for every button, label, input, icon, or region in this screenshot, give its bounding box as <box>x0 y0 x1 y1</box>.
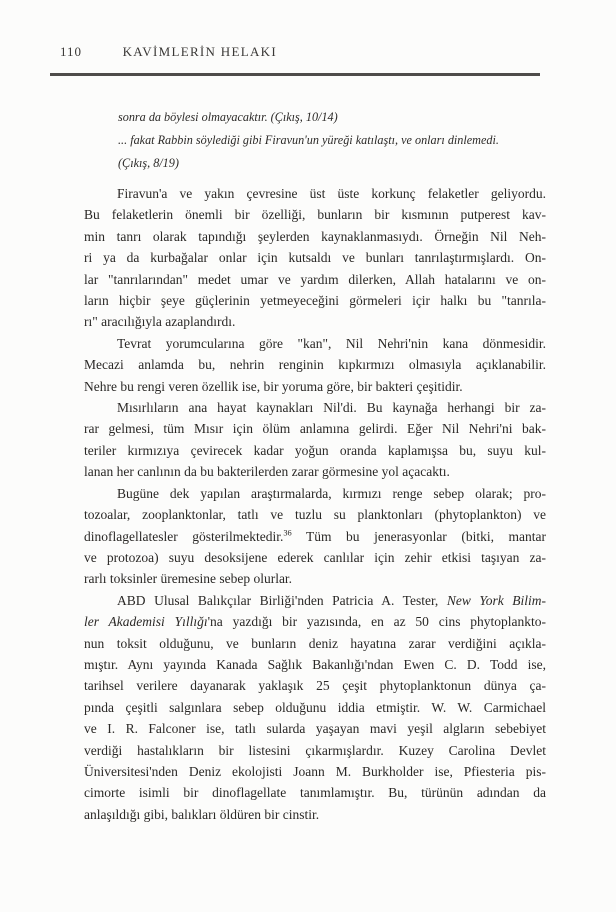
quote-line: ... fakat Rabbin söylediği gibi Firavun'un yüreği katılaştı, ve onları dinlemedi. <box>118 133 499 147</box>
text-line: lanan her canlının da bu bakterilerden zarar görmesine yol açacaktı. <box>84 464 450 480</box>
text-line: verdiği hastalıkların bir listesini çıkarmışlardır. Kuzey Carolina Devlet <box>84 742 546 758</box>
text-line: ve I. R. Falconer ise, tatlı sularda yaşayan mavi yeşil algların sebebiyet <box>84 721 546 737</box>
text-segment: dinoflagellatesler gösterilmektedir. <box>84 528 284 544</box>
quote-line: sonra da böylesi olmayacaktır. (Çıkış, 10/14) <box>118 110 338 124</box>
text-line: ların hiçbir şeye güçlerinin yetmeyeceğini görmeleri içir halkı bu "tanrıla- <box>84 293 546 309</box>
text-line: teriler kırmızıya çevirecek kadar yoğun oranda kaplamışsa bu, suyu kul- <box>84 442 546 458</box>
text-line: rarlı toksinler üremesine sebep olurlar. <box>84 571 293 587</box>
text-line <box>84 590 546 611</box>
text-line: pında çeşitli salgınlara sebep olduğunu iddia etmiştir. W. W. Carmichael <box>84 699 546 715</box>
text-line: nun toksit olduğunu, ve bunların deniz hayatına zarar verdiğini açıkla- <box>84 635 546 651</box>
running-header <box>60 44 277 60</box>
text-segment: 'na yazdığı bir yazısında, en az 50 cins phytoplankto- <box>207 614 546 630</box>
text-line: tarihsel verilere dayanarak yaklaşık 25 çeşit phytoplanktonun dünya ça- <box>84 678 546 694</box>
text-line: Bu felaketlerin önemli bir özelliği, bunların bir kısmının putperest kav- <box>84 207 546 223</box>
text-line: min tanrı olarak tapındığı şeylerden kaynaklanmasıydı. Örneğin Nil Neh- <box>84 228 546 244</box>
quote-line: (Çıkış, 8/19) <box>118 156 179 170</box>
text-line: mıştır. Aynı yayında Kanada Sağlık Bakanlığı'ndan Ewen C. D. Todd ise, <box>84 656 546 672</box>
text-line: Üniversitesi'nden Deniz ekolojisti Joann M. Burkholder ise, Pfiesteria pis- <box>84 763 546 779</box>
text-line <box>84 611 546 632</box>
italic-citation: New York Bilim- <box>446 592 546 608</box>
text-segment: Tüm bu jenerasyonlar (bitki, mantar <box>291 528 546 544</box>
text-line: tozoalar, zooplanktonlar, tatlı ve tuzlu su planktonları (phytoplankton) ve <box>84 507 546 523</box>
text-line: Mısırlıların ana hayat kaynakları Nil'di. Bu kaynağa herhangi bir za- <box>117 400 546 416</box>
text-line: rı" aracılığıyla azaplandırdı. <box>84 314 236 330</box>
italic-citation: ler Akademisi Yıllığı <box>84 614 208 630</box>
text-segment: ABD Ulusal Balıkçılar Birliği'nden Patricia A. Tester, <box>117 592 447 608</box>
text-line: anlaşıldığı gibi, balıkları öldüren bir cinstir. <box>84 806 320 822</box>
text-line: lar "tanrılarından" medet umar ve yardım dilerken, Allah hatalarını ve on- <box>84 271 546 287</box>
text-line: ri ya da kurbağalar onlar için kutsaldı ve bunları tanrılaştırmışlardı. On- <box>84 250 546 266</box>
text-line: Bugüne dek yapılan araştırmalarda, kırmızı renge sebep olarak; pro- <box>117 485 546 501</box>
header-rule <box>50 73 540 76</box>
footnote-reference: 36 <box>283 528 292 537</box>
text-line: Firavun'a ve yakın çevresine üst üste korkunç felaketler geliyordu. <box>117 186 546 201</box>
text-line: cimorte isimli bir dinoflagellate tanımlamıştır. Bu, türünün adından da <box>84 785 546 801</box>
text-line: Mecazi anlamda bu, nehrin renginin kıpkırmızı olmasıyla açıklanabilir. <box>84 357 546 373</box>
text-line: Tevrat yorumcularına göre "kan", Nil Nehri'nin kana dönmesidir. <box>117 335 546 351</box>
text-line: Nehre bu rengi veren özellik ise, bir yoruma göre, bir bakteri çeşitidir. <box>84 378 463 394</box>
running-header-title: KAVİMLERİN HELAKI <box>122 44 277 59</box>
page-number: 110 <box>60 44 83 59</box>
body-text <box>84 183 546 825</box>
text-line: rar gelmesi, tüm Mısır için ölüm anlamına gelirdi. Eğer Nil Nehri'ni bak- <box>84 421 546 437</box>
scripture-quote <box>118 106 499 175</box>
text-line: ve protozoa) suyu desoksijene ederek canlılar için zehir etkisi taşıyan za- <box>84 549 546 565</box>
text-line <box>84 526 546 547</box>
